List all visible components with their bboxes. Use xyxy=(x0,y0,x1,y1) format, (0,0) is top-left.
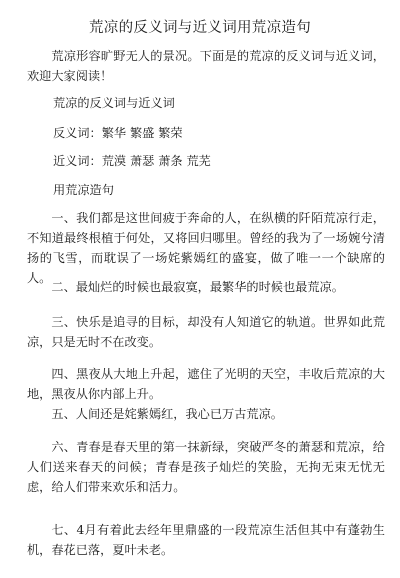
intro-paragraph: 荒凉形容旷野无人的景况。下面是的荒凉的反义词与近义词，欢迎大家阅读！ xyxy=(27,49,385,83)
sentence-item: 四、黑夜从大地上升起，遮住了光明的天空，丰收后荒凉的大地，黑夜从你内部上升。 xyxy=(27,367,385,401)
sentence-item: 七、4月有着此去经年里鼎盛的一段荒凉生活但其中有蓬勃生机，春花已落，夏叶未老。 xyxy=(27,523,385,557)
antonyms-line: 反义词：繁华 繁盛 繁荣 xyxy=(53,126,183,140)
section-heading-sentences: 用荒凉造句 xyxy=(53,183,114,197)
sentence-item: 六、青春是春天里的第一抹新绿，突破严冬的萧瑟和荒凉，给人们送来春天的问候；青春是孩子灿烂的笑脸，无拘无束无忧无虑，给人们带来欢乐和活力。 xyxy=(27,440,385,494)
section-heading-synonyms-antonyms: 荒凉的反义词与近义词 xyxy=(53,96,175,110)
synonyms-line: 近义词：荒漠 萧瑟 萧条 荒芜 xyxy=(53,154,211,168)
sentence-item: 三、快乐是追寻的目标，却没有人知道它的轨道。世界如此荒凉，只是无时不在改变。 xyxy=(27,315,385,349)
document-title: 荒凉的反义词与近义词用荒凉造句 xyxy=(89,20,311,36)
sentence-item: 一、我们都是这世间疲于奔命的人，在纵横的阡陌荒凉行走，不知道最终根植于何处，又将回归哪里。曾经的我为了一场婉兮清扬的飞雪，而耽误了一场姹紫嫣红的盛宴，做了唯一一个缺席的人。 xyxy=(27,211,385,285)
sentence-item: 二、最灿烂的时候也最寂寞，最繁华的时候也最荒凉。 xyxy=(51,280,344,294)
sentence-item: 五、人间还是姹紫嫣红，我心已万古荒凉。 xyxy=(51,407,283,421)
